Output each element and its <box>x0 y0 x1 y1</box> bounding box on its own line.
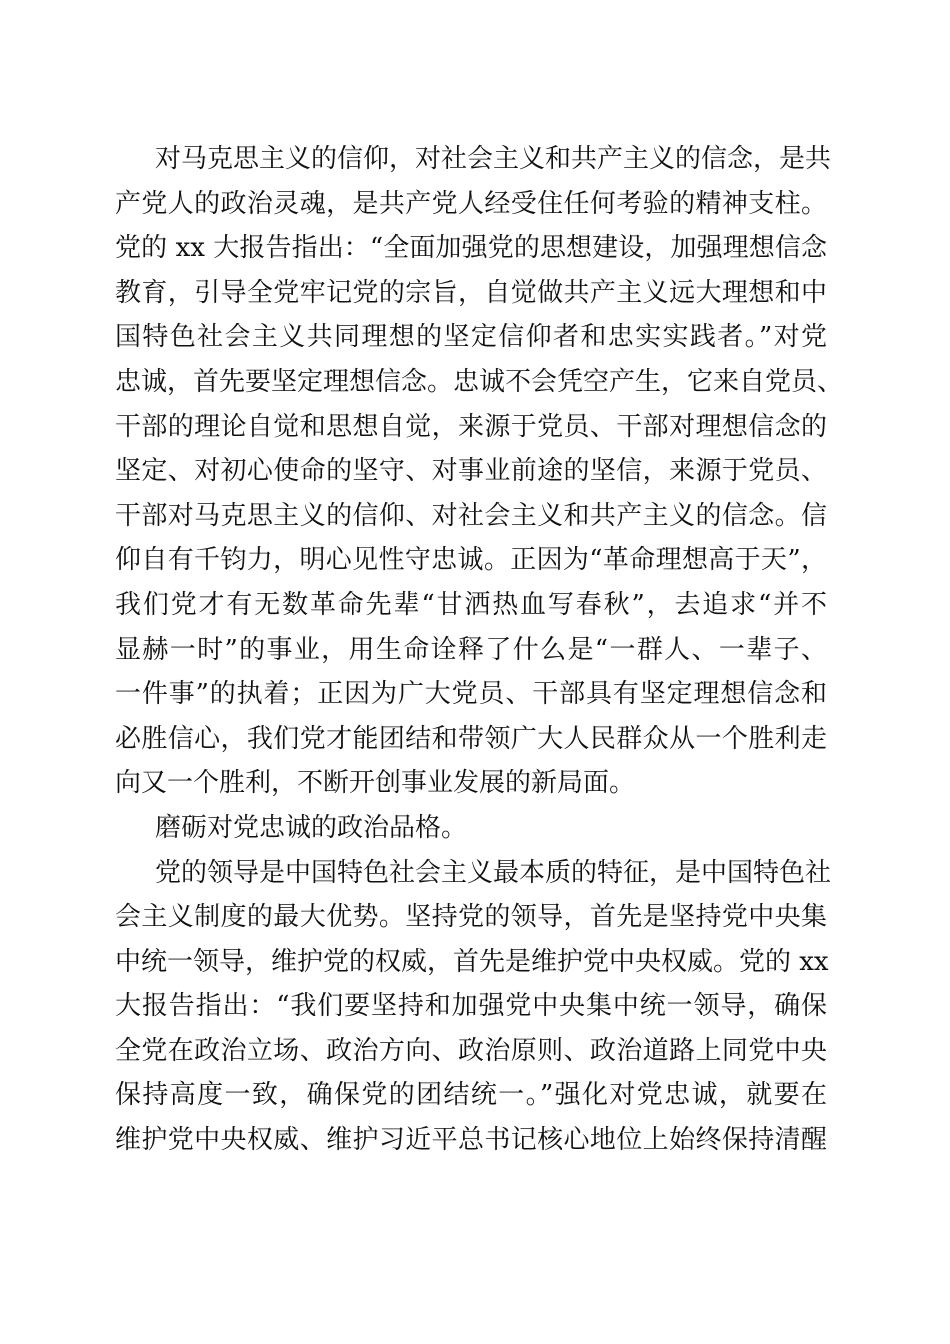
text-line: 坚定、对初心使命的坚守、对事业前途的坚信，来源于党员、 <box>115 456 827 487</box>
document-body <box>115 137 844 1163</box>
section-heading <box>115 806 827 851</box>
text-line: 国特色社会主义共同理想的坚定信仰者和忠实实践者。”对党 <box>115 322 827 353</box>
text-line: 我们党才有无数革命先辈“甘洒热血写春秋”，去追求“并不 <box>115 589 827 620</box>
text-line: 保持高度一致，确保党的团结统一。”强化对党忠诚，就要在 <box>115 1080 827 1111</box>
paragraph-faith <box>115 137 844 806</box>
text-line: 全党在政治立场、政治方向、政治原则、政治道路上同党中央 <box>115 1035 827 1066</box>
text-line: 干部对马克思主义的信仰、对社会主义和共产主义的信念。信 <box>115 500 827 531</box>
text-line: 产党人的政治灵魂，是共产党人经受住任何考验的精神支柱。 <box>115 188 827 219</box>
heading-text: 磨砺对党忠诚的政治品格。 <box>155 812 468 843</box>
text-line: 必胜信心，我们党才能团结和带领广大人民群众从一个胜利走 <box>115 723 827 754</box>
text-line: 中统一领导，维护党的权威，首先是维护党中央权威。党的 xx <box>115 946 829 977</box>
text-line: 向又一个胜利，不断开创事业发展的新局面。 <box>115 768 636 799</box>
text-line: 会主义制度的最大优势。坚持党的领导，首先是坚持党中央集 <box>115 902 827 933</box>
text-line: 一件事”的执着；正因为广大党员、干部具有坚定理想信念和 <box>115 679 827 710</box>
text-line: 党的领导是中国特色社会主义最本质的特征，是中国特色社 <box>155 857 832 888</box>
text-line: 大报告指出：“我们要坚持和加强党中央集中统一领导，确保 <box>115 991 827 1022</box>
text-line: 忠诚，首先要坚定理想信念。忠诚不会凭空产生，它来自党员、 <box>115 366 844 397</box>
text-line: 维护党中央权威、维护习近平总书记核心地位上始终保持清醒 <box>115 1125 827 1156</box>
text-line: 教育，引导全党牢记党的宗旨，自觉做共产主义远大理想和中 <box>115 277 827 308</box>
text-line: 显赫一时”的事业，用生命诠释了什么是“一群人、一辈子、 <box>115 634 827 665</box>
text-line: 党的 xx 大报告指出：“全面加强党的思想建设，加强理想信念 <box>115 233 827 264</box>
text-line: 对马克思主义的信仰，对社会主义和共产主义的信念，是共 <box>155 144 832 174</box>
text-line: 干部的理论自觉和思想自觉，来源于党员、干部对理想信念的 <box>115 411 827 442</box>
paragraph-leadership <box>115 851 832 1163</box>
text-line: 仰自有千钧力，明心见性守忠诚。正因为“革命理想高于天”， <box>115 545 827 576</box>
